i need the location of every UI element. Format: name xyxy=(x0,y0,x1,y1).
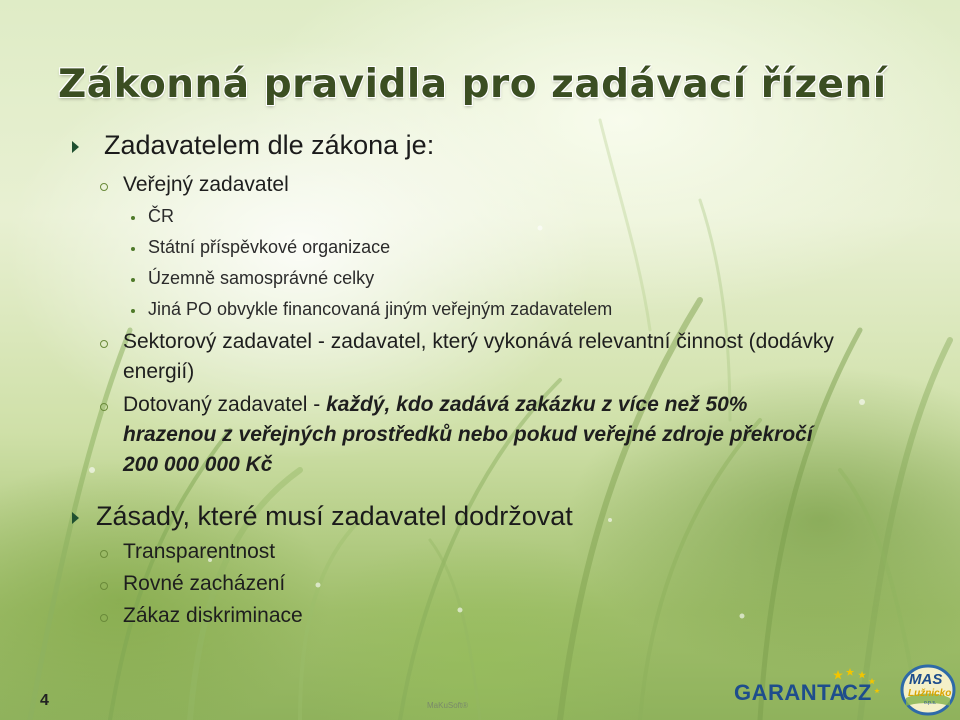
list-item xyxy=(123,393,747,417)
footer-credit: MaKuSoft® xyxy=(427,701,469,710)
list-item: Sektorový zadavatel - zadavatel, který vykonává relevantní činnost (dodávky xyxy=(123,330,834,353)
svg-text:o.p.s.: o.p.s. xyxy=(924,700,937,706)
section-heading: Zásady, které musí zadavatel dodržovat xyxy=(96,501,573,531)
ring-bullet-icon xyxy=(100,550,108,558)
dot-bullet-icon xyxy=(131,247,135,251)
dot-bullet-icon xyxy=(131,309,135,313)
arrow-bullet-icon xyxy=(72,141,79,153)
ring-bullet-icon xyxy=(100,614,108,622)
slide-title: Zákonná pravidla pro zadávací řízení xyxy=(58,62,887,107)
sub-list-item: Územně samosprávné celky xyxy=(148,268,375,288)
list-item-lead: Dotovaný zadavatel - xyxy=(123,393,327,416)
dot-bullet-icon xyxy=(131,278,135,282)
list-item-continuation: 200 000 000 Kč xyxy=(123,453,273,476)
svg-text:GARANTA: GARANTA xyxy=(734,680,846,705)
svg-text:CZ: CZ xyxy=(842,680,872,705)
dot-bullet-icon xyxy=(131,216,135,220)
garanta-cz-logo xyxy=(734,666,884,710)
page-number: 4 xyxy=(40,692,49,709)
sub-list-item: Státní příspěvkové organizace xyxy=(148,237,391,257)
list-item-emphasis: každý, kdo zadává zakázku z více než 50% xyxy=(326,393,748,416)
sub-list-item: ČR xyxy=(148,206,174,226)
list-item: Zákaz diskriminace xyxy=(123,604,303,627)
mas-luznicko-logo xyxy=(900,662,956,716)
svg-text:MAS: MAS xyxy=(909,671,943,688)
sub-list-item: Jiná PO obvykle financovaná jiným veřejným zadavatelem xyxy=(148,299,613,319)
arrow-bullet-icon xyxy=(72,512,79,524)
ring-bullet-icon xyxy=(100,403,108,411)
list-item-continuation: energií) xyxy=(123,360,195,383)
section-heading: Zadavatelem dle zákona je: xyxy=(104,130,435,160)
ring-bullet-icon xyxy=(100,340,108,348)
ring-bullet-icon xyxy=(100,582,108,590)
ring-bullet-icon xyxy=(100,183,108,191)
list-item: Rovné zacházení xyxy=(123,572,286,595)
list-item-continuation: hrazenou z veřejných prostředků nebo pokud veřejné zdroje překročí xyxy=(123,423,813,446)
list-item: Transparentnost xyxy=(123,540,276,563)
svg-text:Lužnicko: Lužnicko xyxy=(908,688,952,699)
list-item: Veřejný zadavatel xyxy=(123,173,289,196)
